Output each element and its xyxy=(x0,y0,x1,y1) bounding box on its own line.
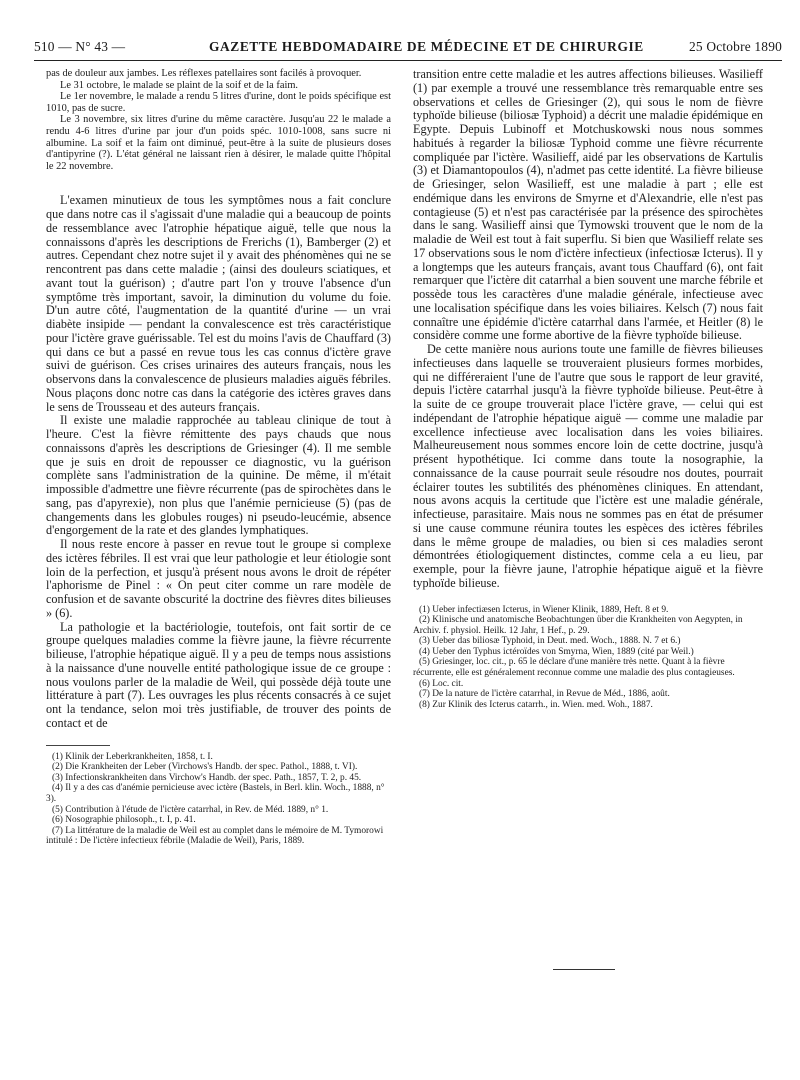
footnotes-right xyxy=(413,605,763,711)
page-number: 510 — N° 43 — xyxy=(34,39,126,54)
case-report xyxy=(46,68,391,172)
footnote: (3) Infectionskrankheiten dans Virchow's Handb. der spec. Path., 1857, T. 2, p. 45. xyxy=(52,772,362,783)
discussion xyxy=(46,194,391,730)
end-rule xyxy=(553,969,615,970)
body-paragraph: De cette manière nous aurions toute une famille de fièvres bilieuses infectieuses dans laquelle se trouveraient plusieurs formes morbides, qui ne différeraient l'une de l'autre que sous le rapport de leur gravité, depuis l'ictère catarrhal jusqu'à la fièvre typhoïde bilieuse. Peut-être à la suite de ce groupe trouverait place l'ictère grave, — celui qui est indépendant de l'atrophie hépatique aiguë — comme une maladie par excellence infectieuse avec localisation dans les voies biliaires. Malheureusement nous sommes encore loin de cette doctrine, jusqu'à présent hypothétique. Ici comme dans toute la nosographie, la connaissance de la cause pourrait seule résoudre nos doutes, pourrait éclairer toutes les subtilités des phénomènes cliniques. En attendant, nous avons acquis la certitude que l'ictère est une maladie générale, infectieuse, parasitaire. Mais nous ne sommes pas en état de présumer si une cause commune réunira toutes les espèces des ictères fébriles dans le même groupe de maladies, ou bien si ces maladies seront démontrées étiologiquement distinctes, comme cela a eu lieu, par exemple, pour la fièvre jaune, l'atrophie hépatique aiguë et la fièvre typhoïde bilieuse. xyxy=(413,342,763,590)
footnote: (6) Loc. cit. xyxy=(419,678,464,689)
footnote: (3) Ueber das biliosæ Typhoid, in Deut. med. Woch., 1888. N. 7 et 6.) xyxy=(419,636,681,647)
discussion-continued xyxy=(413,68,763,591)
footnote: (1) Ueber infectiæsen Icterus, in Wiener Klinik, 1889, Heft. 8 et 9. xyxy=(419,604,669,615)
journal-title: GAZETTE HEBDOMADAIRE DE MÉDECINE ET DE CHIRURGIE xyxy=(209,39,644,54)
right-column xyxy=(413,68,763,710)
running-header xyxy=(34,36,782,61)
case-paragraph: Le 31 octobre, le malade se plaint de la soif et de la faim. xyxy=(60,79,299,91)
case-paragraph: Le 1er novembre, le malade a rendu 5 litres d'urine, dont le poids spécifique est 1010, pas de sucre. xyxy=(46,91,391,114)
body-paragraph: Il existe une maladie rapprochée au tableau clinique de tout à l'heure. C'est la fièvre rémittente des pays chauds que nous connaissons d'après les descriptions de Griesinger (4). Il me semble que je suis en droit de repousser ce diagnostic, vu la guérison complète sans l'administration de la quinine. De même, il m'était impossible d'admettre une fièvre récurrente (pas de spirochètes dans le sang, pas d'apyrexie), non plus que l'anémie pernicieuse (5) (pas de changements dans les globules rouges) ni pseudo-leucémie, absence d'engorgement de la rate et des glandes lymphatiques. xyxy=(46,413,391,538)
footnotes-left xyxy=(46,752,391,847)
footnote: (5) Griesinger, loc. cit., p. 65 le déclare d'une manière très nette. Quant à la fièvre récurrente, elle est généralement reconnue comme une maladie des plus contagieuses. xyxy=(413,657,735,679)
case-paragraph: Le 3 novembre, six litres d'urine du même caractère. Jusqu'au 22 le malade a rendu 4-6 litres d'urine par jour d'un poids spéc. 1010-1008, sans sucre ni albumine. La soif et la faim ont diminué, peut-être à la suite de plusieurs doses d'antipyrine (?). L'état général ne laissant rien à désirer, le malade quitte l'hôpital le 22 novembre. xyxy=(46,114,391,172)
footnote: (7) La littérature de la maladie de Weil est au complet dans le mémoire de M. Tymorowi intitulé : De l'ictère infectieux fébrile (Maladie de Weil), Paris, 1889. xyxy=(46,825,384,847)
issue-date: 25 Octobre 1890 xyxy=(689,39,782,54)
body-paragraph: La pathologie et la bactériologie, toutefois, ont fait sortir de ce groupe quelques maladies comme la fièvre jaune, la fièvre récurrente bilieuse, l'atrophie hépatique aiguë. Il y a peu de temps nous assistions à la naissance d'une nouvelle entité pathologique issue de ce groupe : nous voulons parler de la maladie de Weil, qui possède déjà toute une littérature à part (7). Les ouvrages les plus récents consacrés à ce sujet ont la tendance, selon moi très justifiable, de trouver des points de contact et de xyxy=(46,619,391,730)
footnote: (8) Zur Klinik des Icterus catarrh., in. Wien. med. Woh., 1887. xyxy=(419,699,653,710)
body-paragraph: transition entre cette maladie et les autres affections bilieuses. Wasilieff (1) par exemple a trouvé une ressemblance très remarquable entre ses observations et celles de Griesinger (2), qui sous le nom de fièvre typhoïde bilieuse (biliosæ Typhoid) a décrit une maladie épidémique en Egypte. Depuis Lubinoff et Motchuskowski nous nous sommes habitués à regarder la biliosæ Typhoid comme une fièvre récurrente compliquée par l'ictère. Wasilieff, aidé par les observations de Kartulis (3) et Diamantopoulos (4), n'admet pas cette identité. La fièvre bilieuse de Griesinger, selon Wasilieff, est une maladie à part ; elle est endémique dans les environs de Smyrne et d'Alexandrie, elle n'est pas contagieuse (5) et n'est pas caractérisée par la présence des spirochètes dans le sang. Wasilieff ainsi que Tymowski trouvent que le nom de la maladie de Weil est tout à fait superflu. Si bien que Wasilieff relate ses 17 observations sous le nom d'ictère infectieux (infectiosæ Icterus). Il y a longtemps que les auteurs français, avant tous Chauffard (6), ont fait remarquer que l'ictère dit catarrhal a bien souvent une marche fébrile et possède tous les caractères d'une maladie générale, infectieuse avec une localisation spécifique dans les voies biliaires. Kelsch (7) nous fait connaître une épidémie d'ictère catarrhal dans l'armée, et Heitler (8) le considère comme une forme abortive de la fièvre typhoïde bilieuse. xyxy=(413,67,763,343)
left-column xyxy=(46,68,391,847)
footnote: (1) Klinik der Leberkrankheiten, 1858, t. I. xyxy=(52,751,213,762)
case-paragraph: pas de douleur aux jambes. Les réflexes patellaires sont facilés à provoquer. xyxy=(46,68,362,79)
footnote-rule xyxy=(46,745,110,746)
footnote: (2) Klinische und anatomische Beobachtungen über die Krankheiten von Aegypten, in Archiv. f. physiol. Heilk. 12 Jahr, 1 Hef., p. 29. xyxy=(413,615,743,636)
footnote: (7) De la nature de l'ictère catarrhal, in Revue de Méd., 1886, août. xyxy=(419,689,670,700)
body-paragraph: Il nous reste encore à passer en revue tout le groupe si complexe des ictères fébriles. Il est vrai que leur pathologie et leur étiologie sont loin de la perfection, et jusqu'à présent nous avons le droit de répéter l'aphorisme de Pinel : « On peut citer comme un rare modèle de confusion et de savante obscurité la doctrine des fièvres dites bilieuses » (6). xyxy=(46,537,391,620)
footnote: (4) Il y a des cas d'anémie pernicieuse avec ictère (Bastels, in Berl. klin. Woch., 1888, n° 3). xyxy=(46,783,385,804)
footnote: (4) Ueber den Typhus ictéroïdes von Smyrna, Wien, 1889 (cité par Weil.) xyxy=(419,646,694,657)
body-paragraph: L'examen minutieux de tous les symptômes nous a fait conclure que dans notre cas il s'agissait d'une maladie qui a beaucoup de points de ressemblance avec l'atrophie hépatique aiguë, telle que nous la connaissons d'après les descriptions de Frerichs (1), Bamberger (2) et autres. Cependant chez notre sujet il y avait des phénomènes qui ne se rencontrent pas dans cette maladie ; (ainsi des douleurs sciatiques, et avant tout la guérison) ; d'autre part l'on y trouve l'absence d'un symptôme très important, savoir, la diminution du volume du foie. D'un autre côté, l'augmentation de la quantité d'urine — un vrai diabète insipide — pendant la convalescence est très caractéristique pour l'ictère grave guérissable. Tel est du moins l'avis de Chauffard (3) qui dans ce but a passé en revue tous les cas connus d'ictère grave suivi de guérison. Ces crises urinaires des auteurs français, nous les observons dans la convalescence de plusieurs maladies aiguës fébriles. Nous plaçons donc notre cas dans la catégorie des ictères graves dans le sens de Trousseau et des auteurs français. xyxy=(46,193,391,414)
footnote: (2) Die Krankheiten der Leber (Virchows's Handb. der spec. Pathol., 1888, t. VI). xyxy=(52,762,358,773)
footnote: (6) Nosographie philosoph., t. I, p. 41. xyxy=(52,815,196,826)
footnote: (5) Contribution à l'étude de l'ictère catarrhal, in Rev. de Méd. 1889, n° 1. xyxy=(52,804,329,815)
